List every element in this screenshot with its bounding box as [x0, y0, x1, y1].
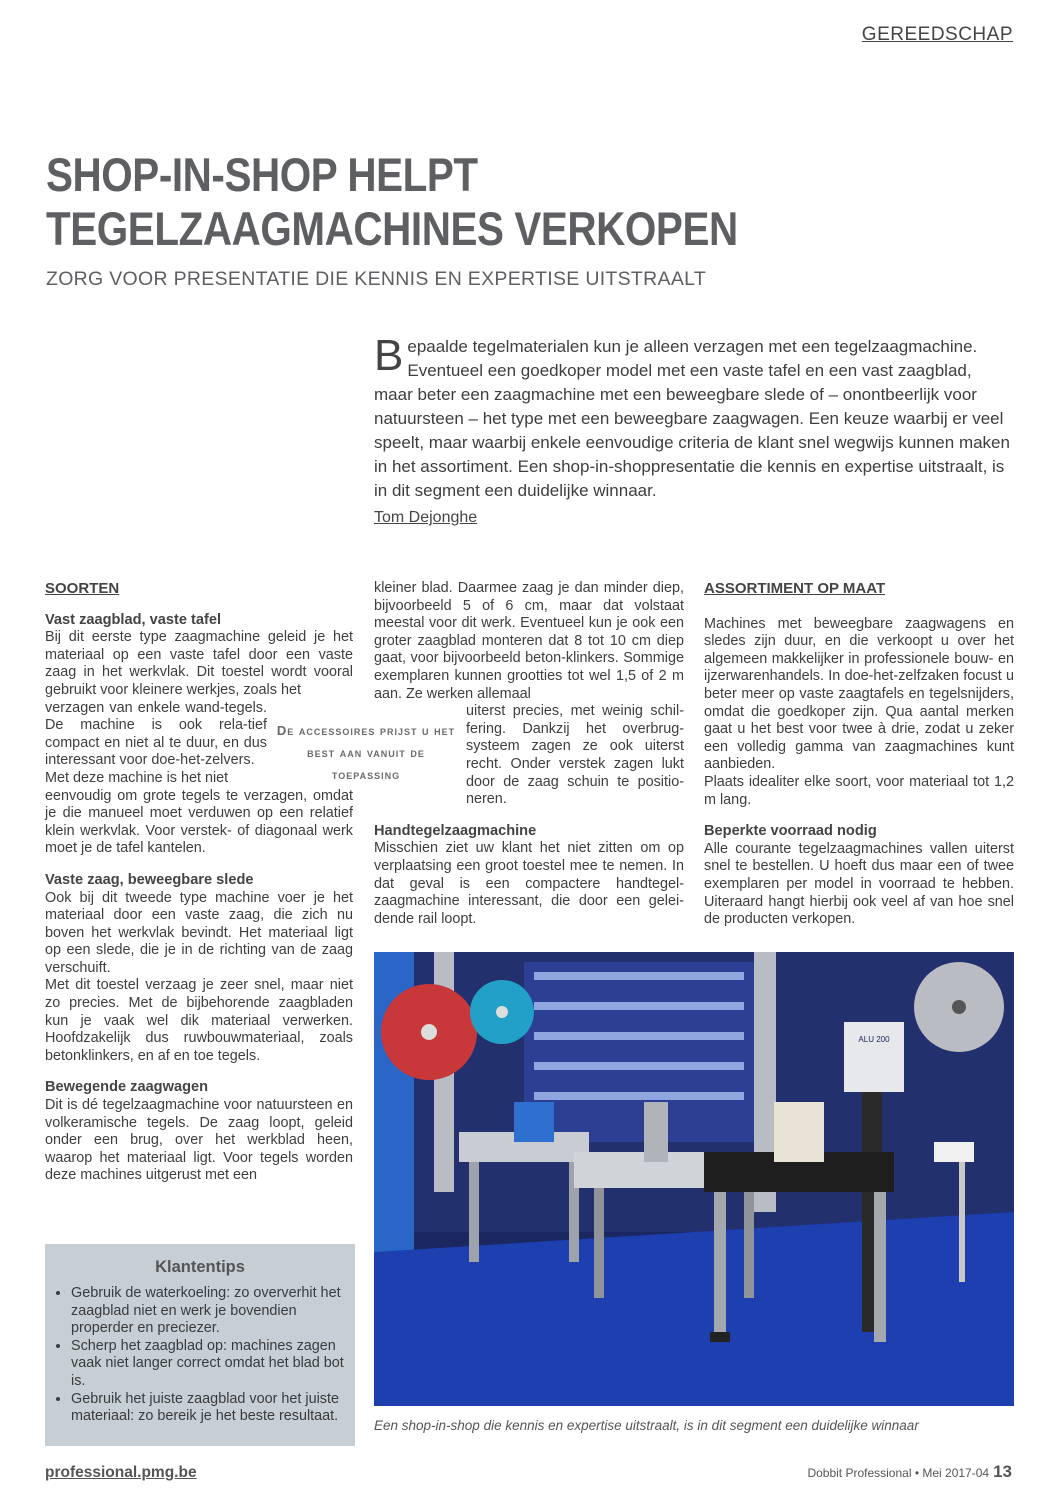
blade-rack	[524, 962, 754, 1142]
title-line-1: SHOP-IN-SHOP HELPT	[46, 148, 478, 201]
list-item: • Scherp het zaagblad op: machines zagen vaak niet langer correct omdat het blad bot is.	[71, 1338, 345, 1391]
author-byline[interactable]: Tom Dejonghe	[374, 509, 478, 526]
blade-hub	[952, 1000, 966, 1014]
column-3	[704, 580, 1014, 929]
stool	[934, 1142, 974, 1162]
blade-hub	[496, 1006, 508, 1018]
tips-box	[45, 1244, 355, 1446]
page-number: 13	[993, 1462, 1012, 1481]
pull-quote: De accessoires prijst u het best aan vanuit de toepassing	[276, 723, 456, 782]
subheading-handtegelzaagmachine: Handtegelzaagmachine	[374, 822, 537, 839]
paragraph: Dit is dé tegelzaagmachine voor natuursteen en volkeramische tegels. De zaag loopt, geleid onder een brug, over het werkblad heen, waarop het materiaal ligt. Voor tegels worden deze machines uitgerust met een	[45, 1097, 353, 1184]
article-title	[46, 148, 872, 256]
paragraph: uiterst precies, met weinig schil-fering. Dankzij het overbrug-systeem zagen ze ook uiterst recht. Onder verstek zagen lukt door de zaag schuin te positio-neren.	[466, 703, 684, 808]
photo-illustration	[374, 952, 1014, 1406]
subheading-beperkte-voorraad: Beperkte voorraad nodig	[704, 823, 877, 840]
paragraph: eenvoudig om grote tegels te verzagen, omdat je die manueel moet verduwen op een relatief klein werkvlak. Voor verstek- of diagonaal werk moet je de tafel kantelen.	[45, 787, 353, 857]
subheading-vaste-zaag: Vaste zaag, beweegbare slede	[45, 871, 254, 888]
paragraph: Machines met beweegbare zaagwagens en sledes zijn duur, en die verkoopt u over het algemeen makkelijker in professionele bouw- en ijzerwarenhandels. In doe-het-zelfzaken focust u beter meer op vaste zaagtafels en tegelsnijders, omdat die goedkoper zijn. Qua aantal merken gaat u het best voor twee à drie, zodat u zeker een volledig gamma van zaagmachines kunt aanbieden.	[704, 615, 1014, 773]
drop-cap: B	[374, 331, 404, 380]
paragraph: Ook bij dit tweede type machine voer je het materiaal door een vaste zaag, die zich nu boven het werkvlak bevindt. Het materiaal ligt op een slede, die je in de richting van de zaag verschuift.	[45, 889, 353, 976]
list-item: • Gebruik de waterkoeling: zo oververhit het zaagblad niet en werk je bovendien properder en preciezer.	[71, 1285, 345, 1338]
title-line-2: TEGELZAAGMACHINES VERKOPEN	[46, 202, 738, 255]
tips-list	[63, 1285, 345, 1426]
intro-text: epaalde tegelmaterialen kun je alleen verzagen met een tegelzaagmachine. Eventueel een goedkoper model met een vaste tafel en een vast zaagblad, maar beter een zaagmachine met een beweegbare slede of – onontbeerlijk voor natuursteen – het type met een beweegbare zaagwagen. Een keuze waarbij er veel speelt, maar waarbij enkele eenvoudige criteria de klant snel wegwijs kunnen maken in het assortiment. Een shop-in-shoppresentatie die kennis en expertise uitstraalt, is in dit segment een duidelijke winnaar.	[374, 337, 1010, 500]
heading-soorten: SOORTEN	[45, 580, 120, 597]
paragraph: Met deze machine is het niet	[45, 769, 229, 786]
blade-hub	[421, 1024, 437, 1040]
tips-title: Klantentips	[155, 1258, 245, 1276]
publication-info: Dobbit Professional • Mei 2017-04	[807, 1466, 990, 1480]
article-subtitle: ZORG VOOR PRESENTATIE DIE KENNIS EN EXPERTISE UITSTRAALT	[46, 268, 707, 290]
photo-caption: Een shop-in-shop die kennis en expertise uitstraalt, is in dit segment een duidelijke winnaar	[374, 1418, 919, 1433]
paragraph: Bij dit eerste type zaagmachine geleid je het materiaal op een vaste tafel door een vaste zaag in het werkvlak. Dit toestel wordt vooral gebruikt voor kleinere werkjes, zoals het	[45, 629, 353, 698]
section-tag: GEREEDSCHAP	[861, 24, 1013, 45]
stool-leg	[959, 1162, 965, 1282]
paragraph: Plaats idealiter elke soort, voor materiaal tot 1,2 m lang.	[704, 773, 1014, 808]
subheading-vast-zaagblad: Vast zaagblad, vaste tafel	[45, 611, 222, 628]
paragraph: kleiner blad. Daarmee zaag je dan minder diep, bijvoorbeeld 5 of 6 cm, maar dat volstaat meestal voor dit werk. Eventueel kun je ook een groter zaagblad monteren dat 8 tot 10 cm diep gaat, voor bijvoorbeeld beton-klinkers. Sommige exemplaren kunnen grootties tot wel 1,5 of 2 m aan. Ze werken allemaal	[374, 580, 684, 702]
product-box	[844, 1022, 904, 1092]
intro-paragraph	[374, 331, 1014, 503]
column-1	[45, 580, 353, 1185]
footer-publication	[807, 1462, 1012, 1482]
paragraph: Misschien ziet uw klant het niet zitten om op verplaatsing een groot toestel mee te nemen. In dat geval is een compactere handtegel-zaagmachine interessant, die door een gelei-dende rail loopt.	[374, 840, 684, 927]
paragraph: Alle courante tegelzaagmachines vallen uiterst snel te bestellen. U hoeft dus maar een of twee exemplaren per model in voorraad te hebben. Uiteraard hangt hierbij ook veel af van hoe snel de producten verkopen.	[704, 840, 1014, 928]
paragraph: verzagen van enkele wand-tegels. De machine is ook rela-tief compact en niet al te duur, en dus interessant voor doe-het-zelvers.	[45, 699, 267, 769]
paragraph: Met dit toestel verzaag je zeer snel, maar niet zo precies. Met de bijbehorende zaagbladen kun je vaak wel dik materiaal verwerken. Hoofdzakelijk dus ruwbouwmateriaal, zoals betonklinkers, en af en toe tegels.	[45, 977, 353, 1064]
subheading-bewegende-zaagwagen: Bewegende zaagwagen	[45, 1079, 209, 1096]
heading-assortiment: ASSORTIMENT OP MAAT	[704, 580, 886, 597]
footer-site-link[interactable]: professional.pmg.be	[45, 1464, 197, 1481]
list-item: • Gebruik het juiste zaagblad voor het juiste materiaal: zo bereik je het beste resultaat.	[71, 1391, 345, 1426]
column-2	[374, 580, 684, 928]
product-box-label: ALU 200	[858, 1035, 890, 1044]
article-photo	[374, 952, 1014, 1406]
